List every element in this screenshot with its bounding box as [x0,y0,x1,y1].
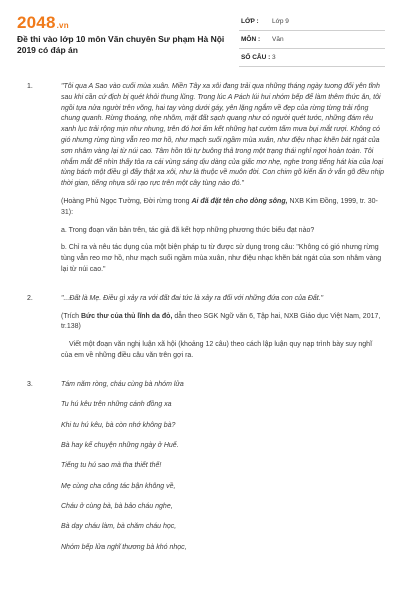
poem [61,380,385,553]
poem-line: Khi tu hú kêu, bà còn nhớ không bà? [61,421,176,429]
meta-value: 3 [272,54,276,61]
poem-line: Tu hú kêu trên những cánh đồng xa [61,401,172,409]
question-number: 1. [27,83,33,90]
poem-line: Bà dạy cháu làm, bà chăm cháu học, [61,523,177,531]
question-1 [17,82,385,276]
passage-source [61,197,385,219]
logo-text: 2048 [17,13,56,32]
poem-line: Tám năm ròng, cháu cùng bà nhóm lửa [61,380,184,388]
poem-line: Tiếng tu hú sao mà tha thiết thế! [61,462,162,470]
question-task: Viết một đoạn văn nghị luận xã hội (khoảng 12 câu) theo cách lập luận quy nạp trình bày suy nghĩ của em về những điều câu văn trên gợi ra. [61,341,373,359]
meta-value: Lớp 9 [272,18,289,25]
logo-suffix: .vn [56,21,69,30]
source-prefix: (Trích [61,312,81,320]
meta-label: MÔN : [241,36,261,43]
site-logo[interactable] [17,14,69,35]
question-part-a: a. Trong đoạn văn bản trên, tác giả đã kết hợp những phương thức biểu đạt nào? [61,226,315,234]
question-number: 3. [27,380,33,388]
poem-line: Bà hay kể chuyện những ngày ở Huế. [61,441,179,449]
poem-line: Cháu ở cùng bà, bà bảo cháu nghe, [61,503,173,511]
source-prefix: (Hoàng Phủ Ngọc Tường, Đời rừng trong [61,197,192,205]
question-2 [17,294,385,362]
meta-table [239,16,385,70]
reading-passage: "Tôi qua A Sao vào cuối mùa xuân. Miền Tây xa xôi đang trải qua những tháng ngày tuơng đối yên tĩnh sau khi cần cứ địch bị quét khỏi thung lũng. Trong lúc A Pách lúi hui nhóm bếp để làm thêm thức ăn, tôi ngồi tựa nửa người trên võng, hai tay vòng dưới gáy, yên lặng ngắm về đẹp của rừng từng trải rộng chung quanh. Rừng thoáng, nhẹ nhõm, mặt đất sạch quang như có người quét tước, những đám rêu xanh lục trải rộng mịn như nhung, trên đó hơi ẩm kết những hạt cườm tấm mưa bụi mắt rượi. Không có gió nhưng rừng tùng vẫn reo mơ hồ, như mạch suối ngầm mùa xuân, như điệu nhạc khẽn bát ngát của sơn nhâm vàng lại từ núi cao. Tâm hồn tôi tự buông thả trong một trạng thái nghỉ ngơi hoàn toàn. Tôi nhắm mắt để nhìn thấy tỏa ra cái vùng sáng dịu dàng của giấc mơ nhẹ, nghe trong tiếng hát kia của loại tùng bách một điều gì đấy thật xa xôi, như là thuộc về muôn đời. Con chim gõ kiến ẩn ở vắn gõ đều nhịp thời gian, tiếng nhựa sôi rạo rực trên một cây tùng nào đó." [61,83,385,188]
source-title: Ai đã đặt tên cho dòng sông, [191,197,288,205]
poem-line: Mẹ cùng cha công tác bận không về, [61,482,176,490]
quote-text: "...Đất là Mẹ. Điều gì xảy ra với đất đai tức là xảy ra đối với những đứa con của Đất." [61,294,324,302]
meta-label: LỚP : [241,18,259,25]
quote-source [61,312,385,334]
meta-label: SỐ CÂU : [241,54,271,61]
meta-row-class [239,16,385,31]
question-part-b: b. Chỉ ra và nêu tác dụng của một biện pháp tu từ được sử dụng trong câu: "Không có gió nhưng rừng tùng vẫn reo mơ hồ, như mạch suối ngầm mùa xuân, như điệu nhạc khẽn bát ngát của sơn nhâm vàng lại từ núi cao." [61,244,382,273]
meta-row-subject [239,34,385,49]
meta-row-count [239,52,385,67]
document-header [17,14,385,62]
source-title: Bức thư của thủ lĩnh da đỏ, [80,312,173,320]
question-number: 2. [27,294,33,302]
question-3 [17,380,385,553]
meta-value: Văn [272,36,284,43]
document-content [17,72,385,563]
source-suffix: NXB Kim Đồng, 1999, tr. 30-31): [61,197,378,216]
document-title: Đề thi vào lớp 10 môn Văn chuyên Sư phạm Hà Nội 2019 có đáp án [17,34,225,55]
poem-line: Nhóm bếp lửa nghĩ thương bà khó nhọc, [61,543,187,551]
source-suffix: dẫn theo SGK Ngữ văn 6, Tập hai, NXB Giáo dục Việt Nam, 2017, tr.138) [61,312,381,331]
